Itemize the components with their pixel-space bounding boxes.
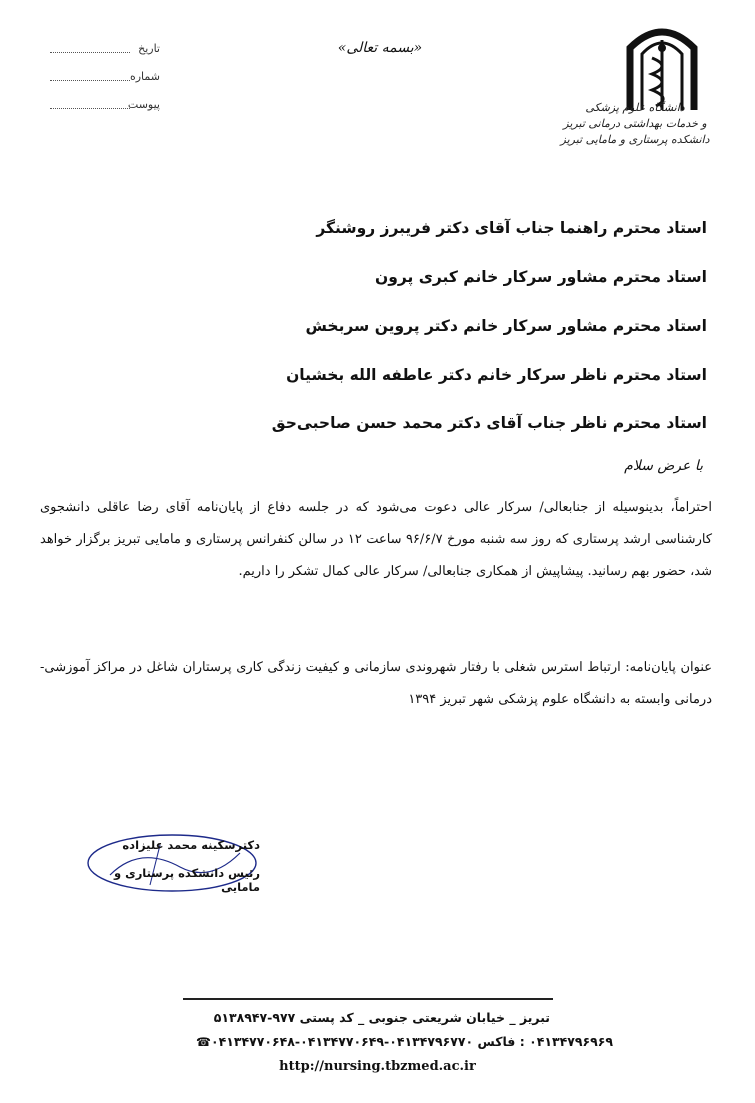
date-field (50, 42, 170, 60)
logo-caption-line: و خدمات بهداشتی درمانی تبریز (563, 117, 707, 130)
signatory-title: رئیس دانشکده پرستاری و مامایی (114, 866, 260, 894)
number-dotted-line (50, 80, 130, 81)
footer-divider (183, 998, 553, 1000)
addressee-advisor-2: استاد محترم مشاور سرکار خانم دکتر پروین سربخش (305, 317, 707, 335)
footer-website-link[interactable]: http://nursing.tbzmed.ac.ir (279, 1059, 476, 1074)
logo-caption-line: دانشگاه علوم پزشکی (585, 101, 685, 114)
logo-caption (560, 100, 710, 148)
footer-phone-numbers: ۰۴۱۳۴۷۹۶۹۶۹ : فاکس ۰۴۱۳۴۷۹۶۷۷۰-۰۴۱۳۴۷۷۰۶۴۹-۰۴۱۳۴۷۷۰۶۴۸ (210, 1034, 613, 1049)
attachment-field (50, 98, 170, 116)
number-field (50, 70, 170, 88)
addressee-supervisor: استاد محترم راهنما جناب آقای دکتر فریبرز روشنگر (316, 219, 707, 237)
logo-caption-line: دانشکده پرستاری و مامایی تبریز (560, 133, 710, 146)
number-label: شماره (129, 70, 160, 83)
invitation-paragraph: احتراماً، بدینوسیله از جنابعالی/ سرکار عالی دعوت می‌شود که در جلسه دفاع از پایان‌نامه آقای رضا عاقلی دانشجوی کارشناسی ارشد پرستاری که روز سه شنبه مورخ ۹۶/۶/۷ ساعت ۱۲ در سالن کنفرانس پرستاری و مامایی تبریز برگزار خواهد شد، حضور بهم رسانید. پیشاپیش از همکاری جنابعالی/ سرکار عالی کمال تشکر را داریم. (40, 500, 713, 579)
addressee-advisor-1: استاد محترم مشاور سرکار خانم کبری پرون (374, 268, 707, 286)
addressee-examiner-1: استاد محترم ناظر سرکار خانم دکتر عاطفه الله بخشیان (286, 366, 707, 384)
attachment-label: پیوست (127, 98, 160, 111)
basmala: «بسمه تعالی» (337, 40, 423, 56)
date-label: تاریخ (138, 42, 160, 55)
footer-contact (193, 1034, 613, 1049)
addressee-examiner-2: استاد محترم ناظر جناب آقای دکتر محمد حسن صاحبی‌حق (271, 414, 707, 432)
signatory-name: دکترسکینه محمد علیزاده (122, 838, 260, 852)
date-dotted-line (50, 52, 130, 53)
thesis-title: عنوان پایان‌نامه: ارتباط استرس شغلی با رفتار شهروندی سازمانی و کیفیت زندگی کاری پرستاران شاغل در مراکز آموزشی- درمانی وابسته به دانشگاه علوم پزشکی شهر تبریز ۱۳۹۴ (40, 660, 712, 707)
attachment-dotted-line (50, 108, 130, 109)
greeting: با عرض سلام (624, 458, 703, 474)
footer-address: تبریز _ خیابان شریعتی جنوبی _ کد پستی ۹۷۷-۵۱۳۸۹۴۷ (213, 1010, 550, 1025)
telephone-icon: ☎ (196, 1035, 211, 1049)
